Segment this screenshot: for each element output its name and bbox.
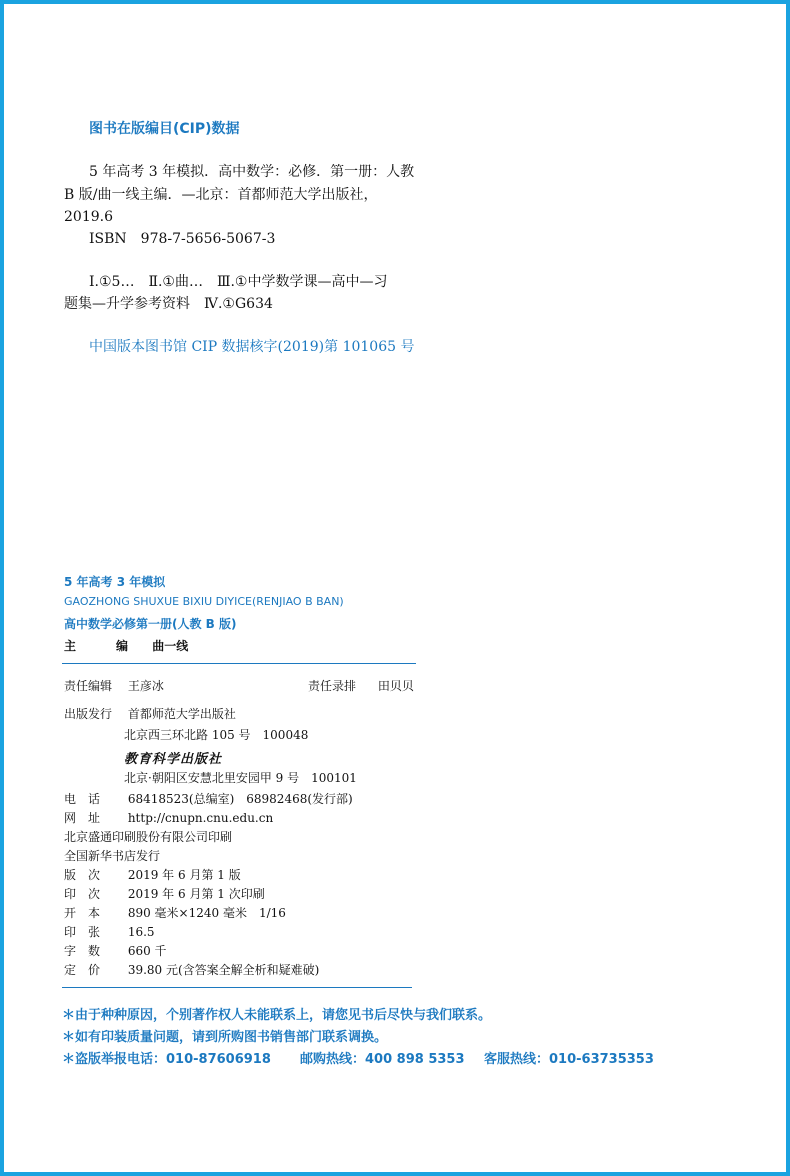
words-row: [64, 942, 167, 959]
publisher: 首都师范大学出版社: [127, 707, 236, 721]
resp-editor-row: [64, 677, 164, 694]
phone-row: [64, 790, 353, 807]
notice-hotline-row: [62, 1048, 654, 1067]
web-row: [64, 809, 273, 826]
copublisher-address: 北京·朝阳区安慧北里安园甲 9 号 100101: [124, 771, 357, 785]
series-title: 5 年高考 3 年模拟: [64, 575, 166, 589]
distributor: 全国新华书店发行: [64, 849, 161, 863]
publisher-row: [64, 705, 236, 722]
phone: 68418523(总编室) 68982468(发行部): [127, 792, 353, 806]
notice-quality: ＊如有印装质量问题，请到所购图书销售部门联系调换。: [62, 1030, 388, 1045]
publisher-label: 出版发行: [64, 707, 113, 721]
chief-editor-label: 主 编: [64, 639, 143, 653]
divider-bottom: [62, 987, 412, 988]
edition-row: [64, 866, 241, 883]
words-label: 字 数: [64, 944, 101, 958]
phone-label: 电 话: [64, 792, 101, 806]
cip-isbn: ISBN 978-7-5656-5067-3: [89, 231, 276, 247]
cip-class-1: Ⅰ.①5… Ⅱ.①曲… Ⅲ.①中学数学课—高中—习: [89, 274, 388, 290]
sheets: 16.5: [127, 925, 155, 939]
cip-number: 中国版本图书馆 CIP 数据核字(2019)第 101065 号: [89, 339, 415, 355]
printer: 北京盛通印刷股份有限公司印刷: [64, 830, 233, 844]
words: 660 千: [127, 944, 167, 958]
web-label: 网 址: [64, 811, 101, 825]
format: 890 毫米×1240 毫米 1/16: [127, 906, 286, 920]
price-row: [64, 961, 319, 978]
edition-label: 版 次: [64, 868, 101, 882]
format-label: 开 本: [64, 906, 101, 920]
resp-typist-label: 责任录排: [308, 679, 357, 693]
cip-class-2: 题集—升学参考资料 Ⅳ.①G634: [64, 296, 273, 312]
publisher-address: 北京西三环北路 105 号 100048: [124, 728, 309, 742]
cip-line-2: B 版/曲一线主编．—北京：首都师范大学出版社，: [64, 187, 378, 203]
printing-label: 印 次: [64, 887, 101, 901]
format-row: [64, 904, 286, 921]
chief-editor: 曲一线: [152, 639, 189, 653]
cip-heading: 图书在版编目(CIP)数据: [89, 121, 240, 137]
resp-typist: 田贝贝: [377, 679, 414, 693]
resp-editor-label: 责任编辑: [64, 679, 113, 693]
piracy-hotline: ＊盗版举报电话：010-87606918: [62, 1052, 271, 1067]
sheets-row: [64, 923, 155, 940]
chief-editor-row: [64, 637, 188, 654]
cip-line-3: 2019.6: [64, 209, 113, 225]
pinyin-title: GAOZHONG SHUXUE BIXIU DIYICE(RENJIAO B BAN): [64, 595, 344, 608]
resp-editor: 王彦冰: [127, 679, 164, 693]
price: 39.80 元(含答案全解全析和疑难破): [127, 963, 320, 977]
notice-copyright: ＊由于种种原因，个别著作权人未能联系上，请您见书后尽快与我们联系。: [62, 1008, 492, 1023]
printing: 2019 年 6 月第 1 次印刷: [127, 887, 265, 901]
book-subtitle: 高中数学必修第一册(人教 B 版): [64, 617, 237, 631]
resp-typist-row: [308, 677, 414, 694]
web-url: http://cnupn.cnu.edu.cn: [127, 811, 274, 825]
customer-service-hotline: 客服热线：010-63735353: [484, 1052, 654, 1067]
edition: 2019 年 6 月第 1 版: [127, 868, 241, 882]
cip-line-1: 5 年高考 3 年模拟．高中数学：必修．第一册：人教: [89, 164, 415, 180]
sheets-label: 印 张: [64, 925, 101, 939]
printing-row: [64, 885, 265, 902]
copublisher-logotype: 教育科学出版社: [124, 752, 223, 767]
divider-top: [62, 663, 416, 664]
price-label: 定 价: [64, 963, 101, 977]
mail-order-hotline: 邮购热线：400 898 5353: [300, 1052, 465, 1067]
